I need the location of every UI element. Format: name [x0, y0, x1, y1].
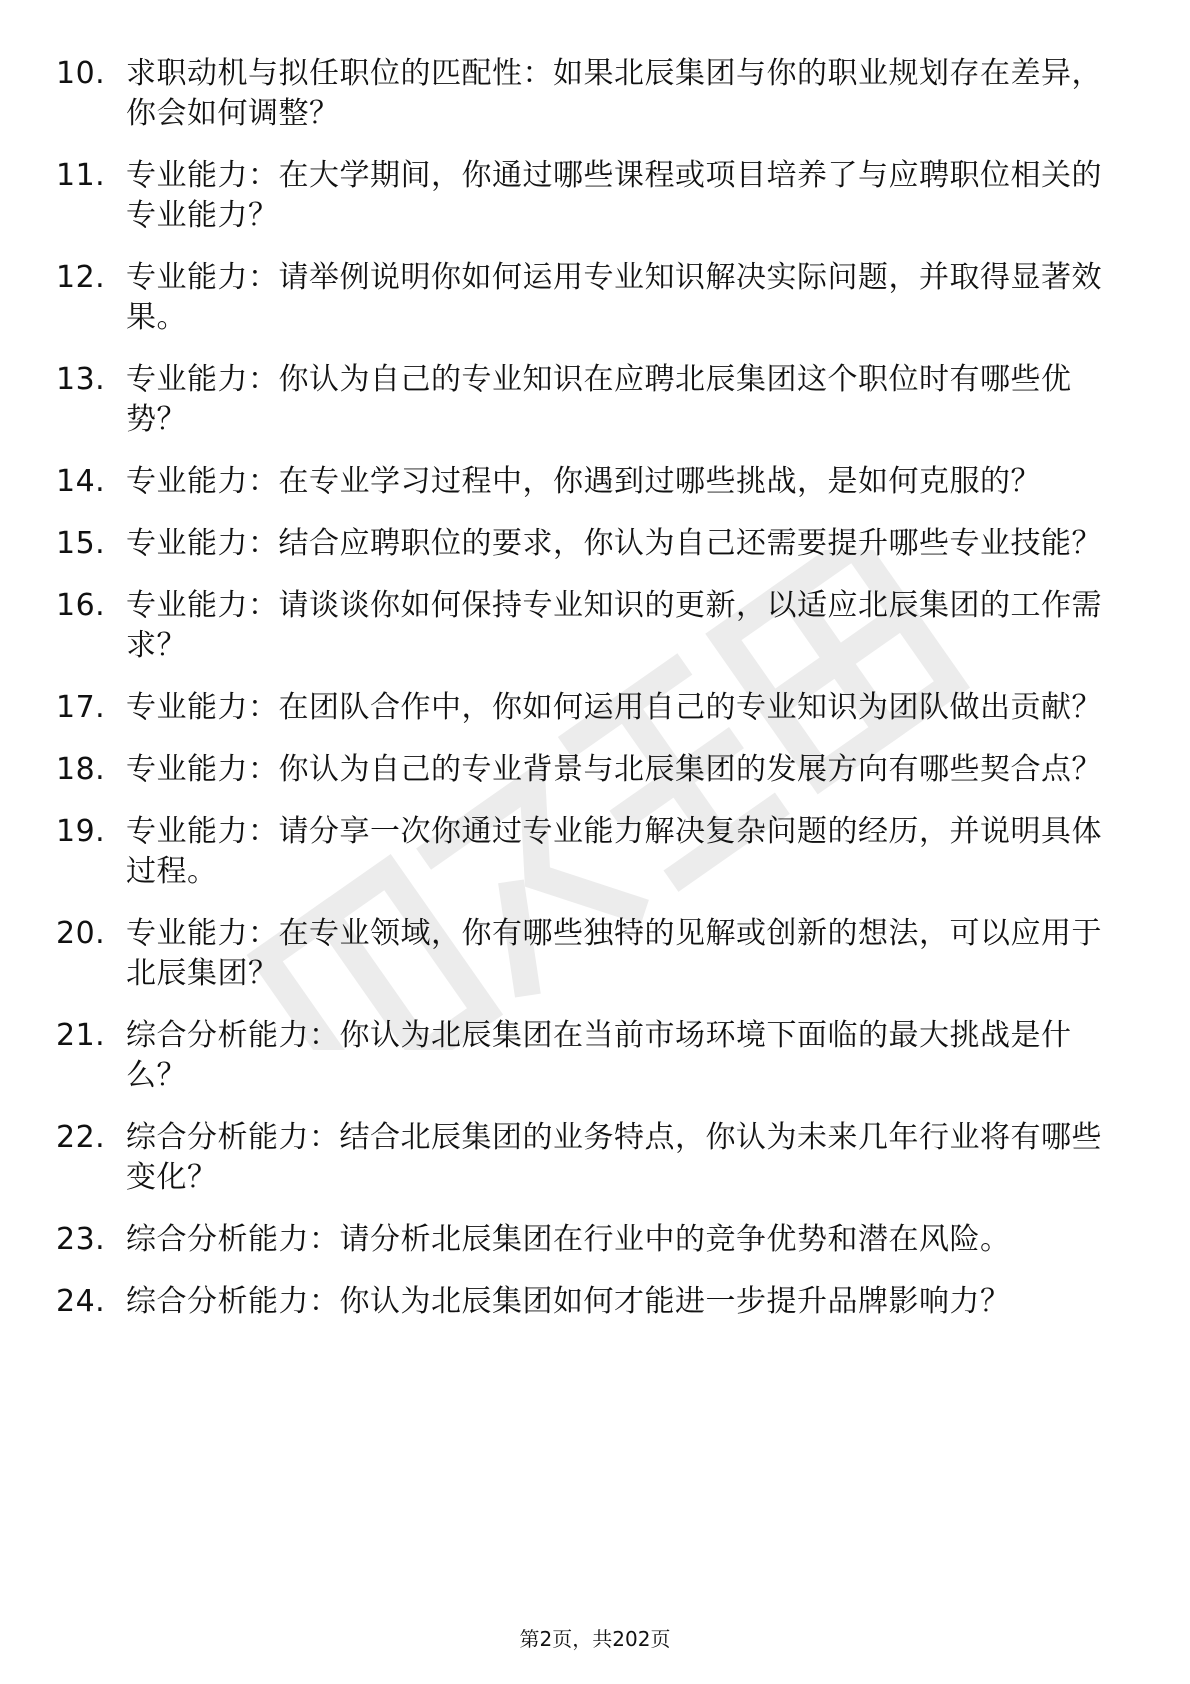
list-item	[56, 688, 1126, 728]
list-item	[56, 750, 1126, 790]
list-item	[56, 360, 1126, 440]
list-item	[56, 1118, 1126, 1198]
question-text: 专业能力：请举例说明你如何运用专业知识解决实际问题，并取得显著效果。	[126, 260, 1102, 335]
list-item	[56, 524, 1126, 564]
question-text: 综合分析能力：结合北辰集团的业务特点，你认为未来几年行业将有哪些变化？	[126, 1120, 1102, 1195]
question-text: 专业能力：你认为自己的专业知识在应聘北辰集团这个职位时有哪些优势？	[126, 362, 1072, 437]
list-item	[56, 812, 1126, 892]
list-item	[56, 1220, 1126, 1260]
question-number: 14.	[56, 464, 106, 499]
question-number: 23.	[56, 1222, 106, 1257]
question-text: 综合分析能力：请分析北辰集团在行业中的竞争优势和潜在风险。	[126, 1222, 1011, 1257]
list-item	[56, 1016, 1126, 1096]
question-text: 专业能力：你认为自己的专业背景与北辰集团的发展方向有哪些契合点？	[126, 752, 1102, 787]
question-number: 24.	[56, 1284, 106, 1319]
page-footer: 第2页，共202页	[519, 1627, 671, 1651]
question-number: 22.	[56, 1120, 106, 1155]
list-item	[56, 586, 1126, 666]
question-number: 11.	[56, 158, 106, 193]
question-text: 专业能力：请分享一次你通过专业能力解决复杂问题的经历，并说明具体过程。	[126, 814, 1102, 889]
question-number: 19.	[56, 814, 106, 849]
question-list	[56, 54, 1126, 1344]
list-item	[56, 1282, 1126, 1322]
question-number: 12.	[56, 260, 106, 295]
question-text: 专业能力：结合应聘职位的要求，你认为自己还需要提升哪些专业技能？	[126, 526, 1102, 561]
question-text: 专业能力：在大学期间，你通过哪些课程或项目培养了与应聘职位相关的专业能力？	[126, 158, 1102, 233]
question-number: 15.	[56, 526, 106, 561]
list-item	[56, 54, 1126, 134]
list-item	[56, 258, 1126, 338]
question-number: 17.	[56, 690, 106, 725]
question-number: 20.	[56, 916, 106, 951]
question-text: 专业能力：在团队合作中，你如何运用自己的专业知识为团队做出贡献？	[126, 690, 1102, 725]
question-text: 综合分析能力：你认为北辰集团如何才能进一步提升品牌影响力？	[126, 1284, 1011, 1319]
list-item	[56, 914, 1126, 994]
question-number: 18.	[56, 752, 106, 787]
question-text: 综合分析能力：你认为北辰集团在当前市场环境下面临的最大挑战是什么？	[126, 1018, 1072, 1093]
question-number: 13.	[56, 362, 106, 397]
list-item	[56, 462, 1126, 502]
question-text: 专业能力：在专业学习过程中，你遇到过哪些挑战，是如何克服的？	[126, 464, 1041, 499]
question-text: 专业能力：请谈谈你如何保持专业知识的更新，以适应北辰集团的工作需求？	[126, 588, 1102, 663]
question-number: 10.	[56, 56, 106, 91]
question-text: 专业能力：在专业领域，你有哪些独特的见解或创新的想法，可以应用于北辰集团？	[126, 916, 1102, 991]
question-text: 求职动机与拟任职位的匹配性：如果北辰集团与你的职业规划存在差异，你会如何调整？	[126, 56, 1102, 131]
question-number: 21.	[56, 1018, 106, 1053]
list-item	[56, 156, 1126, 236]
question-number: 16.	[56, 588, 106, 623]
